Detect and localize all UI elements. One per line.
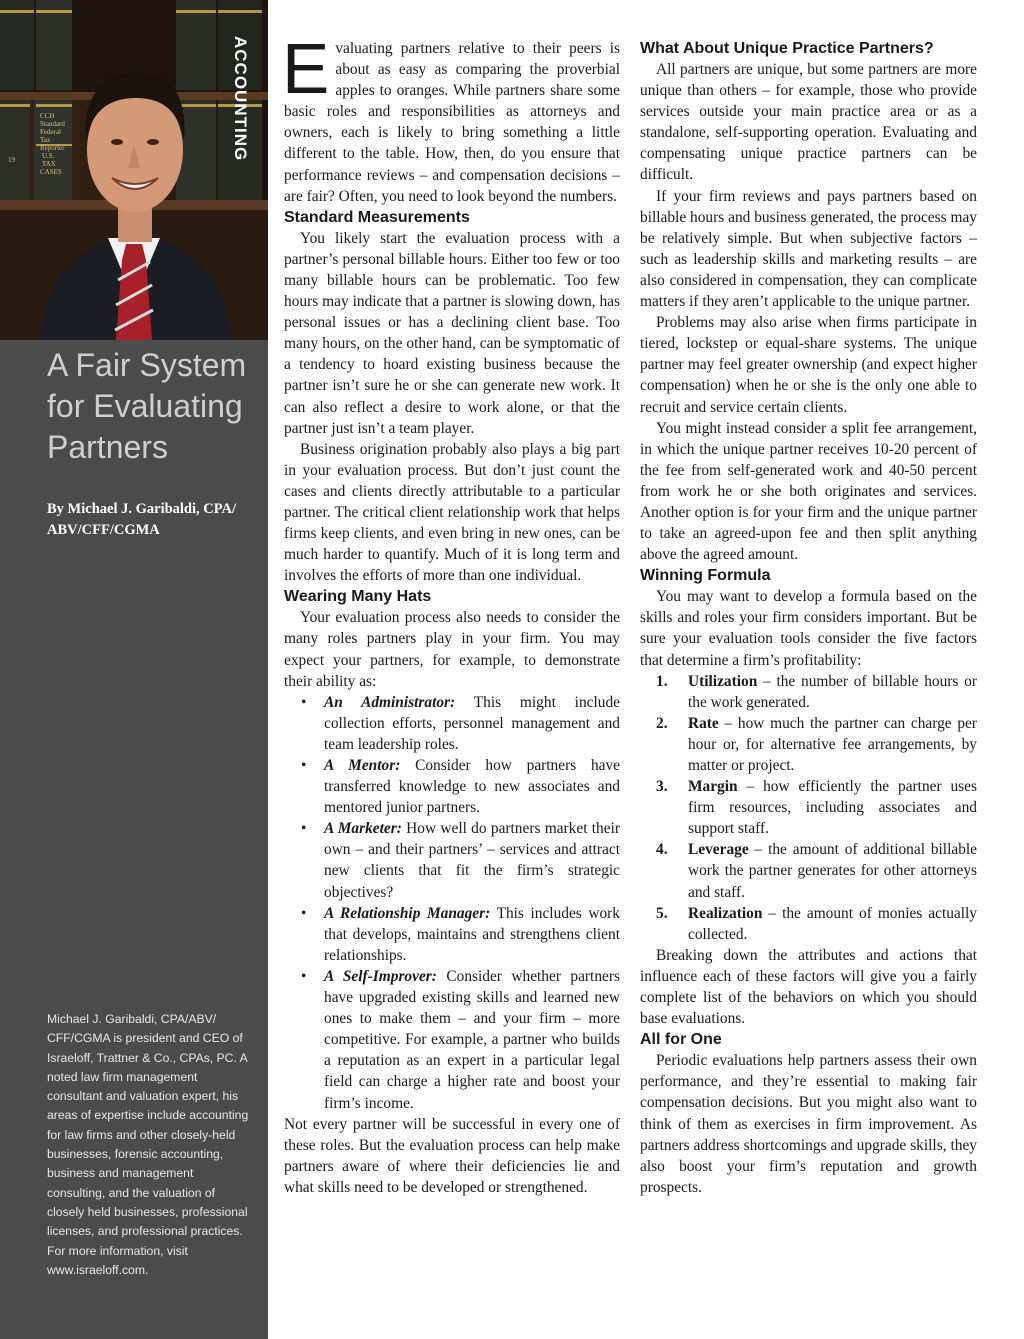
factor-title: Rate <box>688 714 719 732</box>
book-label: U.S. <box>42 152 55 160</box>
article-title: A Fair System for Evaluating Partners <box>47 347 247 465</box>
paragraph: You might instead consider a split fee arrangement, in which the unique partner receives 10-20 percent of the fee from self-generated work and 40-50 percent from work he or she both originates and services. Another option is for your firm and the unique partner to take an agreed-upon fee and then split anything above the agreed amount. <box>640 419 977 564</box>
list-number: 1. <box>656 672 668 690</box>
article-column-right <box>640 38 977 1198</box>
paragraph: Business origination probably also plays a big part in your evaluation process. But don’t just count the cases and clients directly attributable to a particular partner. The critical client relationship work that helps firms keep clients, and even bring in new ones, can be much harder to quantify. Much of it is long term and involves the efforts of more than one individual. <box>284 440 620 585</box>
role-text: How well do partners market their own – and their partners’ – services and attract new clients that fit the firm’s strategic objectives? <box>324 820 620 901</box>
sidebar <box>0 0 268 1339</box>
factors-list <box>640 671 977 945</box>
list-number: 4. <box>656 841 668 859</box>
factor-text: – the amount of monies actually collected. <box>688 904 977 943</box>
paragraph: If your firm reviews and pays partners based on billable hours and business generated, the process may be relatively simple. But when subjective factors – such as leadership skills and marketing results – are also considered in compensation, they can complicate matters if they aren’t applicable to the unique partner. <box>640 187 977 311</box>
factor-title: Margin <box>688 778 738 796</box>
section-heading: Wearing Many Hats <box>284 588 432 606</box>
factor-text: – how much the partner can charge per hour or, for alternative fee arrangements, by matter or project. <box>688 714 977 774</box>
byline: By Michael J. Garibaldi, CPA/ ABV/CFF/CGMA <box>47 501 237 538</box>
role-title: A Mentor: <box>324 757 401 774</box>
bullet: • <box>301 967 307 985</box>
role-text: This might include collection efforts, personnel management and team leadership roles. <box>324 693 620 753</box>
section-label: ACCOUNTING <box>231 36 250 162</box>
intro-paragraph <box>282 30 620 207</box>
list-item <box>284 818 620 902</box>
list-number: 2. <box>656 714 668 732</box>
list-item <box>284 966 620 1114</box>
paragraph: You may want to develop a formula based on the skills and roles your firm considers important. But be sure your evaluation tools consider the five factors that determine a firm’s profitability: <box>640 588 977 669</box>
paragraph: You likely start the evaluation process with a partner’s personal billable hours. Either too few or too many billable hours can be problematic. Too few hours may indicate that a partner is slowing down, has personal issues or has a declining client base. Too many hours, on the other hand, can be symptomatic of a tendency to hoard existing business because the partner isn’t sure he or she can generate new work. It can also reflect a desire to work alone, or that the partner just isn’t a team player. <box>284 229 620 437</box>
list-item <box>284 903 620 966</box>
factor-text: – the number of billable hours or the work generated. <box>688 672 977 711</box>
book-label: CASES <box>40 168 62 176</box>
book-label: Tax <box>40 136 51 144</box>
factor-title: Utilization <box>688 672 758 690</box>
list-item <box>284 692 620 755</box>
section-heading: Winning Formula <box>640 567 771 585</box>
paragraph: All partners are unique, but some partners are more unique than others – for example, those who provide services outside your main practice area or as a standalone, self-supporting operation. Evaluating and compensating unique practice partners can be difficult. <box>640 61 977 184</box>
paragraph: Breaking down the attributes and actions that influence each of these factors will give you a fairly complete list of the behaviors on which you should base evaluations. <box>640 946 977 1028</box>
role-title: A Self-Improver: <box>324 967 437 985</box>
role-text: Consider how partners have transferred knowledge to new associates and mentored junior partners. <box>324 757 620 817</box>
paragraph: Periodic evaluations help partners assess their own performance, and they’re essential to making fair compensation decisions. But you might also want to think of them as exercises in firm improvement. As partners address shortcomings and upgrade skills, they also boost your firm’s reputation and growth prospects. <box>640 1052 977 1196</box>
author-bio: Michael J. Garibaldi, CPA/ABV/ CFF/CGMA is president and CEO of Israeloff, Trattner & Co., CPAs, PC. A noted law firm management consultant and valuation expert, his areas of expertise include accounting for law firms and other closely-held businesses, forensic accounting, business and management consulting, and the valuation of closely held businesses, professional licenses, and professional practices. For more information, visit www.israeloff.com. <box>47 1012 249 1277</box>
book-label: 19 <box>8 156 15 164</box>
section-heading: All for One <box>640 1031 722 1049</box>
book-label: TAX <box>42 160 56 168</box>
factor-title: Leverage <box>688 841 749 859</box>
list-item <box>640 776 977 839</box>
role-text: This includes work that develops, maintains and strengthens client relationships. <box>324 904 620 964</box>
bullet: • <box>301 693 307 711</box>
section-heading: What About Unique Practice Partners? <box>640 40 934 57</box>
factor-title: Realization <box>688 904 763 922</box>
role-title: A Relationship Manager: <box>324 904 491 922</box>
factor-text: – the amount of additional billable work the partner generates for other attorneys and staff. <box>688 841 977 901</box>
paragraph: Problems may also arise when firms participate in tiered, lockstep or equal-share systems. The unique partner may feel greater ownership (and expect higher compensation) when he or she is the only one able to recruit and service certain clients. <box>640 314 977 416</box>
role-title: A Marketer: <box>324 820 402 838</box>
list-item <box>640 839 977 902</box>
book-label: Reporter <box>40 144 65 152</box>
article-column-left <box>282 30 620 1198</box>
author-photo <box>0 0 268 340</box>
book-label: Federal <box>40 128 61 136</box>
drop-cap: E <box>282 30 330 109</box>
list-number: 5. <box>656 904 668 922</box>
factor-text: – how efficiently the partner uses firm resources, including associates and support staff. <box>688 778 977 838</box>
role-title: An Administrator: <box>324 693 456 711</box>
section-heading: Standard Measurements <box>284 208 470 226</box>
intro-text: valuating partners relative to their peers is about as easy as comparing the proverbial apples to oranges. While partners share some basic roles and responsibilities as attorneys and owners, each is likely to bring something a little different to the table. How, then, do you ensure that performance reviews – and compensation decisions – are fair? Often, you need to look beyond the numbers. <box>284 40 620 205</box>
paragraph: Your evaluation process also needs to consider the many roles partners play in your firm. You may expect your partners, for example, to demonstrate their ability as: <box>284 609 620 690</box>
list-number: 3. <box>656 778 668 796</box>
book-label: Standard <box>40 120 65 128</box>
list-item <box>284 755 620 818</box>
bullet: • <box>301 757 307 774</box>
list-item <box>640 713 977 776</box>
list-item <box>640 903 977 945</box>
book-label: CCH <box>40 112 55 120</box>
paragraph: Not every partner will be successful in every one of these roles. But the evaluation process can help make partners aware of where their deficiencies lie and what skills need to be developed or strengthened. <box>284 1115 620 1196</box>
role-text: Consider whether partners have upgraded existing skills and learned new ones to make them – and your firm – more competitive. For example, a partner who builds a reputation as an expert in a particular legal field can charge a higher rate and boost your firm’s income. <box>324 967 620 1112</box>
roles-list <box>284 692 620 1114</box>
list-item <box>640 671 977 713</box>
bullet: • <box>301 904 307 922</box>
bullet: • <box>301 820 307 838</box>
